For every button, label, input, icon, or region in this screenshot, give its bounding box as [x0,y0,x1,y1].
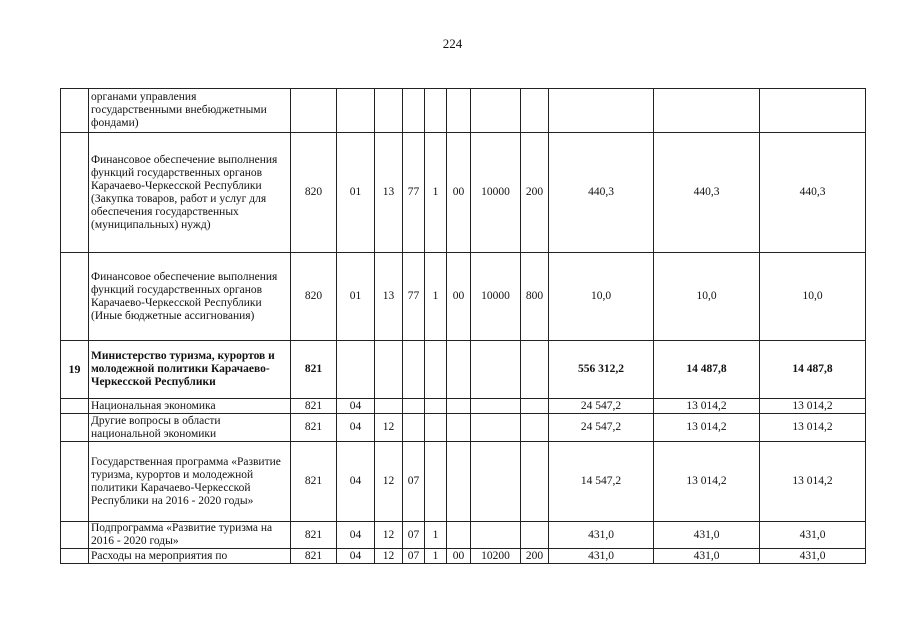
subsection-code: 12 [375,522,403,549]
sum-1: 24 547,2 [549,399,654,414]
target-code-2: 1 [425,522,447,549]
row-name: Министерство туризма, курортов и молодежной политики Карачаево-Черкесской Республики [89,341,291,399]
sum-2: 440,3 [654,133,760,253]
sum-2: 431,0 [654,522,760,549]
target-code-3 [447,414,471,442]
target-code-4 [471,399,521,414]
admin-code: 821 [291,341,337,399]
section-code: 04 [337,399,375,414]
row-name: Национальная экономика [89,399,291,414]
sum-1: 24 547,2 [549,414,654,442]
target-code-4 [471,522,521,549]
sum-3: 13 014,2 [760,414,866,442]
section-code: 04 [337,442,375,522]
table-row [61,253,866,341]
row-number [61,133,89,253]
row-name: Финансовое обеспечение выполнения функций государственных органов Карачаево-Черкесской Республики (Иные бюджетные ассигнования) [89,253,291,341]
admin-code: 821 [291,442,337,522]
row-number [61,442,89,522]
expense-type-code: 200 [521,549,549,564]
target-code-2 [425,341,447,399]
sum-1: 431,0 [549,522,654,549]
target-code-1 [403,399,425,414]
admin-code: 820 [291,133,337,253]
row-name: Государственная программа «Развитие туризма, курортов и молодежной политики Карачаево-Черкесской Республики на 2016 - 2020 годы» [89,442,291,522]
sum-3: 13 014,2 [760,442,866,522]
admin-code: 821 [291,549,337,564]
sum-1: 14 547,2 [549,442,654,522]
section-code: 04 [337,549,375,564]
admin-code: 821 [291,414,337,442]
sum-3: 10,0 [760,253,866,341]
table-row [61,522,866,549]
target-code-4: 10000 [471,133,521,253]
budget-table [60,88,866,564]
row-number [61,549,89,564]
sum-3: 440,3 [760,133,866,253]
target-code-3 [447,399,471,414]
expense-type-code [521,341,549,399]
table-row [61,89,866,133]
target-code-3: 00 [447,253,471,341]
target-code-2 [425,89,447,133]
target-code-4 [471,442,521,522]
table-body [61,89,866,564]
section-code: 04 [337,522,375,549]
section-code [337,89,375,133]
subsection-code: 13 [375,253,403,341]
table-row [61,399,866,414]
sum-3: 431,0 [760,522,866,549]
table-row [61,549,866,564]
table-row [61,133,866,253]
section-code [337,341,375,399]
target-code-2: 1 [425,549,447,564]
sum-3: 431,0 [760,549,866,564]
admin-code: 821 [291,522,337,549]
target-code-1: 77 [403,253,425,341]
row-number [61,89,89,133]
target-code-2: 1 [425,253,447,341]
row-name: Подпрограмма «Развитие туризма на 2016 - 2020 годы» [89,522,291,549]
sum-3 [760,89,866,133]
target-code-4: 10000 [471,253,521,341]
target-code-3 [447,442,471,522]
expense-type-code [521,442,549,522]
row-name: Другие вопросы в области национальной экономики [89,414,291,442]
target-code-4 [471,89,521,133]
target-code-2: 1 [425,133,447,253]
subsection-code [375,399,403,414]
row-number [61,399,89,414]
sum-2: 13 014,2 [654,442,760,522]
admin-code [291,89,337,133]
row-name: Финансовое обеспечение выполнения функций государственных органов Карачаево-Черкесской Республики (Закупка товаров, работ и услуг для обеспечения государственных (муниципальных) нужд) [89,133,291,253]
target-code-2 [425,399,447,414]
sum-2: 10,0 [654,253,760,341]
target-code-1: 07 [403,549,425,564]
subsection-code [375,341,403,399]
sum-1: 431,0 [549,549,654,564]
sum-3: 13 014,2 [760,399,866,414]
subsection-code: 12 [375,442,403,522]
target-code-4: 10200 [471,549,521,564]
target-code-1 [403,341,425,399]
target-code-3: 00 [447,549,471,564]
target-code-3 [447,89,471,133]
table-row [61,442,866,522]
sum-1 [549,89,654,133]
row-number [61,414,89,442]
sum-1: 556 312,2 [549,341,654,399]
subsection-code [375,89,403,133]
target-code-1: 77 [403,133,425,253]
row-number [61,522,89,549]
row-number: 19 [61,341,89,399]
section-code: 04 [337,414,375,442]
target-code-1 [403,414,425,442]
sum-2: 13 014,2 [654,399,760,414]
target-code-2 [425,414,447,442]
row-number [61,253,89,341]
target-code-1: 07 [403,522,425,549]
target-code-3: 00 [447,133,471,253]
table-row [61,414,866,442]
row-name: органами управления государственными внебюджетными фондами) [89,89,291,133]
target-code-3 [447,522,471,549]
expense-type-code [521,522,549,549]
admin-code: 820 [291,253,337,341]
sum-3: 14 487,8 [760,341,866,399]
table-row [61,341,866,399]
expense-type-code [521,414,549,442]
sum-2: 13 014,2 [654,414,760,442]
section-code: 01 [337,253,375,341]
target-code-4 [471,414,521,442]
sum-2 [654,89,760,133]
row-name: Расходы на мероприятия по [89,549,291,564]
subsection-code: 12 [375,414,403,442]
target-code-1: 07 [403,442,425,522]
subsection-code: 12 [375,549,403,564]
target-code-4 [471,341,521,399]
sum-1: 10,0 [549,253,654,341]
target-code-2 [425,442,447,522]
target-code-3 [447,341,471,399]
subsection-code: 13 [375,133,403,253]
target-code-1 [403,89,425,133]
section-code: 01 [337,133,375,253]
sum-2: 14 487,8 [654,341,760,399]
expense-type-code: 800 [521,253,549,341]
expense-type-code [521,399,549,414]
sum-2: 431,0 [654,549,760,564]
page-number: 224 [442,36,463,51]
sum-1: 440,3 [549,133,654,253]
expense-type-code [521,89,549,133]
expense-type-code: 200 [521,133,549,253]
admin-code: 821 [291,399,337,414]
